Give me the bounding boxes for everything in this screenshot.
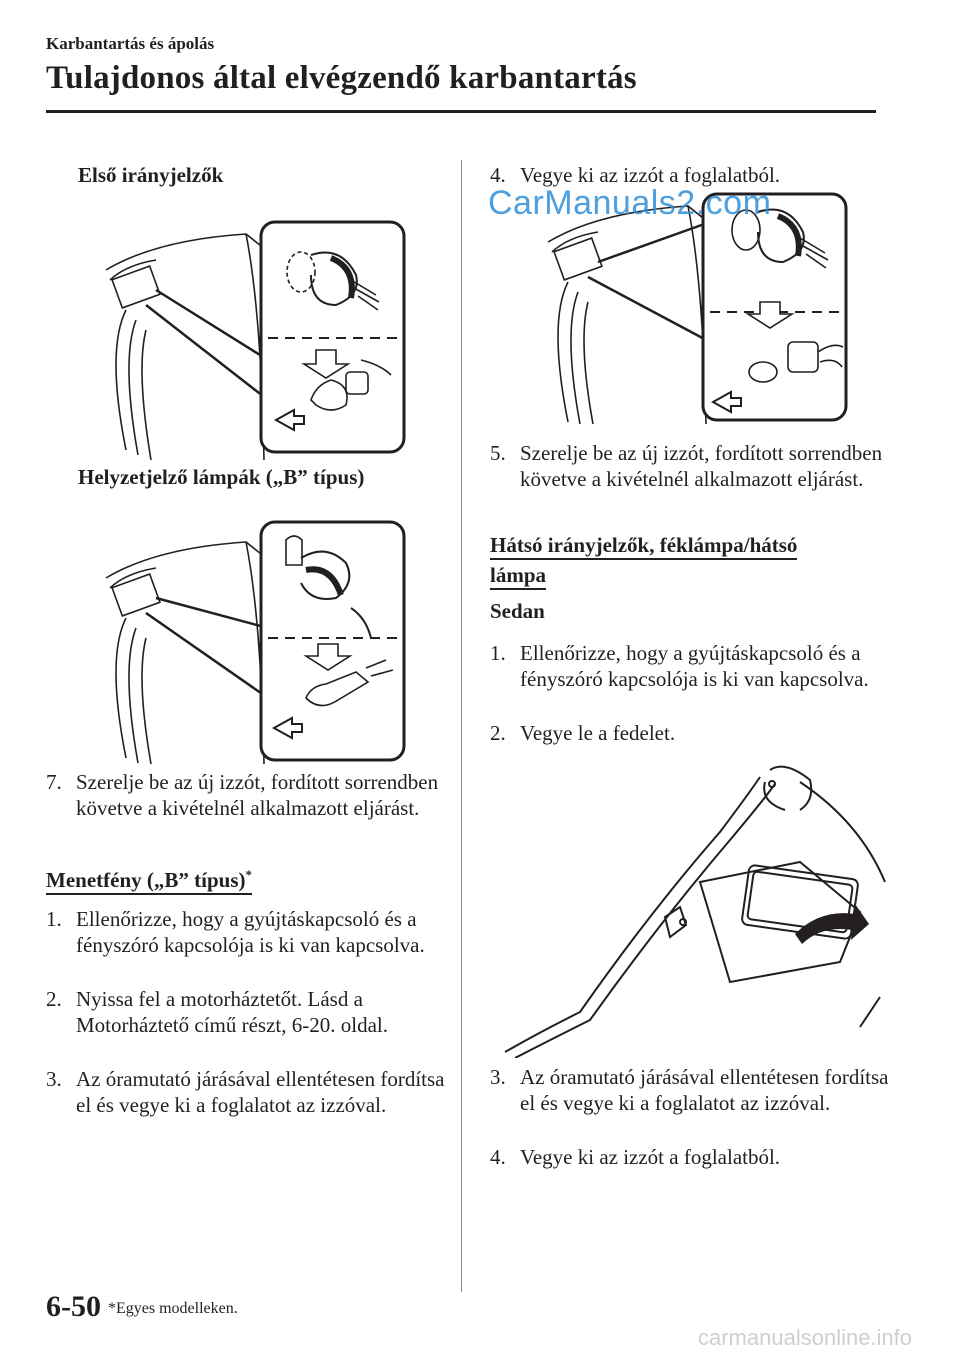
step-number: 4. [490,1145,506,1169]
list-item [490,720,900,746]
step-text: Vegye le a fedelet. [520,721,676,745]
step-text: Szerelje be az új izzót, fordított sorrendben követve a kivételnél alkalmazott eljárást. [520,441,883,491]
list-item [46,906,456,958]
step-number: 1. [490,641,506,665]
step-number: 5. [490,441,506,465]
watermark-top: CarManuals2.com [488,184,772,222]
footnote: *Egyes modelleken. [108,1300,238,1317]
step-text: Szerelje be az új izzót, fordított sorrendben követve a kivételnél alkalmazott eljárást. [76,770,439,820]
list-item [490,640,900,692]
list-item [46,986,446,1038]
step-number: 3. [46,1067,62,1091]
page-number: 6-50 [46,1290,101,1323]
step-text: Ellenőrizze, hogy a gyújtáskapcsoló és a fényszóró kapcsolója is ki van kapcsolva. [520,641,869,691]
trunk-cover-removal-illustration [500,762,892,1058]
step-text: Ellenőrizze, hogy a gyújtáskapcsoló és a fényszóró kapcsolója is ki van kapcsolva. [76,907,425,957]
title-divider [46,110,876,113]
step-number: 3. [490,1065,506,1089]
section-label: Karbantartás és ápolás [46,34,215,53]
footnote-marker: * [245,867,252,882]
front-turn-signal-illustration [96,210,408,460]
caption-front-turn-signals: Első irányjelzők [78,163,224,187]
step-number: 1. [46,907,62,931]
caption-position-lamps: Helyzetjelző lámpák („B” típus) [78,465,365,489]
step-text: Nyissa fel a motorháztetőt. Lásd a Motorháztető című részt, 6-20. oldal. [76,987,388,1037]
step-text: Vegye ki az izzót a foglalatból. [520,163,781,187]
position-lamp-illustration [96,518,408,764]
bulb-removal-illustration [538,192,850,424]
step-number: 2. [490,721,506,745]
heading-text: Menetfény („B” típus) [46,868,246,892]
subheading-sedan: Sedan [490,599,545,623]
watermark-bottom: carmanualsonline.info [698,1325,913,1350]
page-title: Tulajdonos által elvégzendő karbantartás [46,60,637,96]
step-text: Vegye ki az izzót a foglalatból. [520,1145,781,1169]
list-item [490,1144,900,1170]
list-item [46,1066,446,1118]
section-heading-rear-lights [490,530,850,590]
list-item [490,1064,900,1116]
list-item [490,440,900,492]
heading-text: Hátsó irányjelzők, féklámpa/hátsó lámpa [490,533,797,590]
step-number: 4. [490,163,506,187]
step-text: Az óramutató járásával ellentétesen fordítsa el és vegye ki a foglalatot az izzóval. [76,1067,445,1117]
step-number: 2. [46,987,62,1011]
step-text: Az óramutató járásával ellentétesen fordítsa el és vegye ki a foglalatot az izzóval. [520,1065,889,1115]
column-divider [461,160,462,1292]
list-item [46,769,456,821]
section-heading-daytime-lights [46,860,252,895]
step-number: 7. [46,770,62,794]
